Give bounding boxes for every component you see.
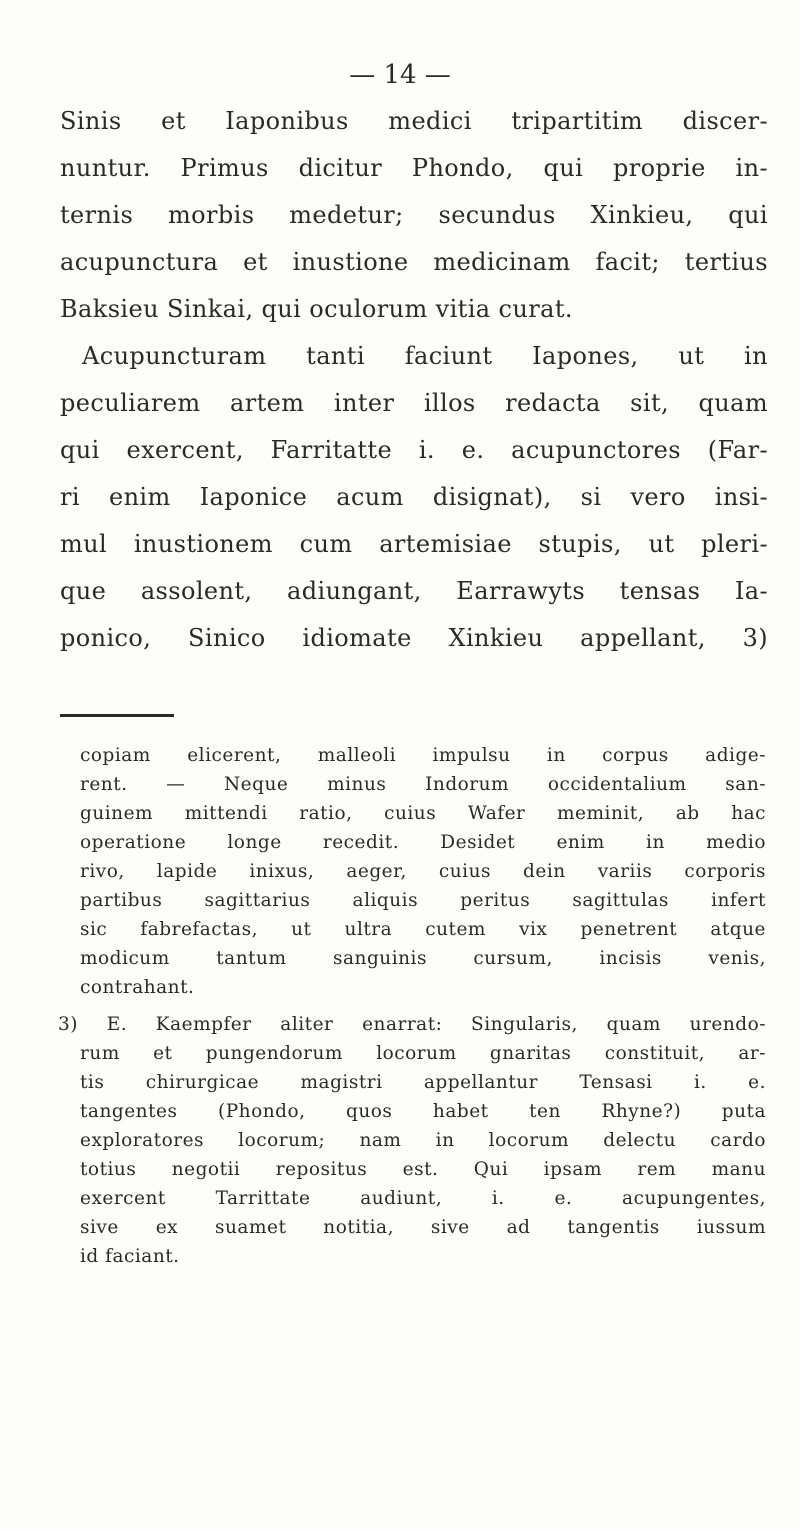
footnote-3-line: rum et pungendorum locorum gnaritas constituit, ar- bbox=[80, 1043, 766, 1064]
main-text-line: qui exercent, Farritatte i. e. acupunctores (Far- bbox=[60, 436, 768, 464]
footnote-divider bbox=[60, 714, 174, 717]
main-text-line: mul inustionem cum artemisiae stupis, ut pleri- bbox=[60, 530, 768, 558]
footnote-line: rent. — Neque minus Indorum occidentalium san- bbox=[80, 774, 766, 795]
footnote-line: guinem mittendi ratio, cuius Wafer meminit, ab hac bbox=[80, 803, 766, 824]
footnote-line: contrahant. bbox=[80, 977, 195, 998]
footnote-3-line: sive ex suamet notitia, sive ad tangentis iussum bbox=[80, 1217, 766, 1238]
main-text-line: peculiarem artem inter illos redacta sit, quam bbox=[60, 389, 768, 417]
main-text-line: Acupuncturam tanti faciunt Iapones, ut in bbox=[82, 342, 768, 370]
footnote-line: partibus sagittarius aliquis peritus sagittulas infert bbox=[80, 890, 766, 911]
footnote-line: operatione longe recedit. Desidet enim in medio bbox=[80, 832, 766, 853]
footnote-line: copiam elicerent, malleoli impulsu in corpus adige- bbox=[80, 745, 766, 766]
main-text-line: que assolent, adiungant, Earrawyts tensas Ia- bbox=[60, 577, 768, 605]
main-text-line: nuntur. Primus dicitur Phondo, qui proprie in- bbox=[60, 154, 768, 182]
footnote-3-line: exploratores locorum; nam in locorum delectu cardo bbox=[80, 1130, 766, 1151]
footnotes bbox=[58, 741, 766, 1271]
footnote-line: modicum tantum sanguinis cursum, incisis venis, bbox=[80, 948, 766, 969]
footnote-3-line: exercent Tarrittate audiunt, i. e. acupungentes, bbox=[80, 1188, 766, 1209]
footnote-gap bbox=[80, 1002, 766, 1010]
footnote-3-line: totius negotii repositus est. Qui ipsam rem manu bbox=[80, 1159, 766, 1180]
footnote-line: rivo, lapide inixus, aeger, cuius dein variis corporis bbox=[80, 861, 766, 882]
page-number: — 14 — bbox=[349, 60, 451, 90]
footnote-3-line: tis chirurgicae magistri appellantur Tensasi i. e. bbox=[80, 1072, 766, 1093]
main-text bbox=[60, 98, 768, 662]
main-text-line: Sinis et Iaponibus medici tripartitim discer- bbox=[60, 107, 768, 135]
footnote-3-line: 3) E. Kaempfer aliter enarrat: Singularis, quam urendo- bbox=[58, 1014, 766, 1035]
main-text-line: ri enim Iaponice acum disignat), si vero insi- bbox=[60, 483, 768, 511]
main-text-line: ponico, Sinico idiomate Xinkieu appellant, 3) bbox=[60, 624, 768, 652]
footnote-line: sic fabrefactas, ut ultra cutem vix penetrent atque bbox=[80, 919, 766, 940]
main-text-line: acupunctura et inustione medicinam facit; tertius bbox=[60, 248, 768, 276]
main-text-line: Baksieu Sinkai, qui oculorum vitia curat. bbox=[60, 295, 573, 323]
footnote-3-line: id faciant. bbox=[80, 1246, 180, 1267]
footnote-3-line: tangentes (Phondo, quos habet ten Rhyne?) puta bbox=[80, 1101, 766, 1122]
main-text-line: ternis morbis medetur; secundus Xinkieu, qui bbox=[60, 201, 768, 229]
